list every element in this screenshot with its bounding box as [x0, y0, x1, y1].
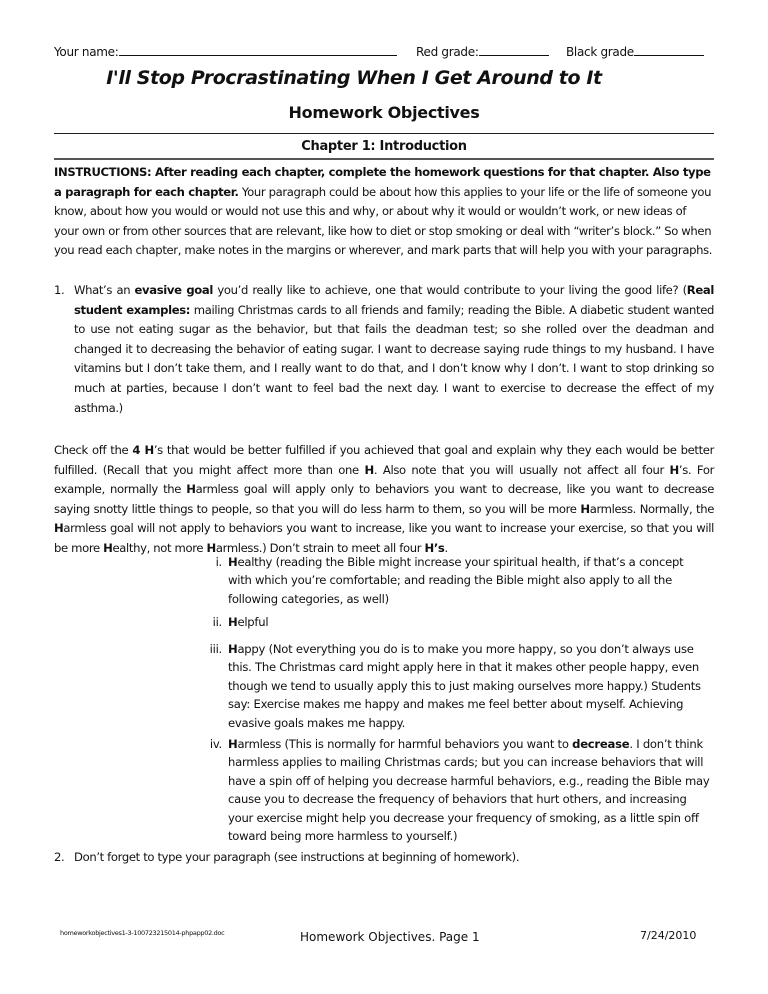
bold-text: H: [206, 540, 216, 555]
h-initial: H: [228, 642, 238, 656]
name-label: Your name:: [54, 45, 119, 59]
h-item-text: appy (Not everything you do is to make you more happy, so you don’t always use this. The Christmas card might apply here in that it makes other people happy, even though we tend to usually apply this to just making ourselves more happy.) Students say: Exercise makes me happy and makes me feel better about myself. Achieving evasive goals makes me happy.: [228, 642, 701, 730]
chapter-divider: [54, 158, 714, 160]
h-item-healthy: [200, 553, 710, 608]
bold-text: H: [186, 482, 196, 497]
roman-numeral: iv.: [209, 737, 222, 751]
h-initial: H: [228, 555, 238, 569]
book-title: I'll Stop Procrastinating When I Get Around to It: [106, 67, 602, 89]
red-grade-blank[interactable]: [479, 43, 549, 56]
black-grade-field[interactable]: [566, 43, 704, 59]
bold-text: decrease: [572, 737, 630, 751]
footer-filename: homeworkobjectives1-3-100723215014-phpapp02.doc: [60, 929, 225, 937]
q1-bold-label: Real student examples:: [74, 283, 714, 317]
black-grade-label: Black grade: [566, 45, 634, 59]
name-blank[interactable]: [119, 43, 397, 56]
roman-numeral: i.: [215, 555, 222, 569]
q1-bold-term: evasive goal: [134, 283, 214, 297]
question-number: 2.: [54, 850, 65, 864]
bold-text: H: [364, 462, 374, 477]
bold-text: H’s: [424, 540, 445, 555]
text: armless.) Don’t strain to meet all four: [215, 540, 425, 555]
footer-date: 7/24/2010: [640, 929, 697, 942]
bold-text: 4 H: [132, 443, 154, 457]
h-item-text: armless (This is normally for harmful behaviors you want to: [237, 737, 573, 751]
text: ealthy, not more: [112, 540, 207, 555]
q1-text: mailing Christmas cards to all friends and family; reading the Bible. A diabetic student wanted to use not eating sugar as the behavior, but that fails the deadman test; so she rolled over the deadman and changed it to decreasing the behavior of eating sugar. I want to decrease saying rude things to my husband. I have vitamins but I don’t take them, and I really want to do that, and I don’t know why I don’t. I want to stop drinking so much at parties, because I don’t want to feel bad the next day. I want to exercise to decrease the effect of my asthma.): [74, 302, 714, 415]
roman-numeral: ii.: [212, 615, 222, 629]
red-grade-label: Red grade:: [416, 45, 479, 59]
text: .: [444, 540, 448, 555]
text: . Also note that you will usually not affect all four: [373, 462, 670, 477]
h-item-happy: [200, 640, 710, 732]
h-item-text: ealthy (reading the Bible might increase your spiritual health, if that’s a concept with which you’re comfortable; and reading the Bible might also apply to all the following categories, as well): [228, 555, 684, 606]
instructions-bold: INSTRUCTIONS: After reading each chapter, complete the homework questions for that chapter. Also type a paragraph for each chapter.: [54, 165, 711, 199]
h-item-harmless: [200, 735, 710, 845]
question-2: [54, 848, 714, 868]
text: armless goal will not apply to behaviors you want to increase, like you want to increase your exercise, so that you will be more: [54, 521, 714, 555]
instructions-paragraph: [54, 163, 714, 261]
text: ’s that would be better fulfilled if you achieved that goal and explain why they each would be better fulfilled. (Recall that you might affect more than one: [54, 443, 714, 477]
question-number: 1.: [54, 283, 65, 297]
q1-text: What’s an: [74, 283, 135, 297]
page-title: Homework Objectives: [288, 103, 480, 122]
name-field[interactable]: [54, 43, 397, 59]
h-item-text: . I don’t think harmless applies to mailing Christmas cards; but you can increase behaviors that will have a spin off of helping you decrease harmful behaviors, e.g., reading the Bible may cause you to decrease the frequency of behaviors that hurt others, and increasing your exercise might help you decrease your frequency of smoking, as a little spin off toward being more harmless to yourself.): [228, 737, 710, 844]
h-initial: H: [228, 615, 238, 629]
check-off-paragraph: [54, 441, 714, 559]
h-item-text: elpful: [237, 615, 269, 629]
bold-text: H: [669, 462, 679, 477]
question-1: [54, 281, 714, 418]
q1-text: you’d really like to achieve, one that would contribute to your living the good life? (: [213, 283, 687, 297]
red-grade-field[interactable]: [416, 43, 549, 59]
roman-numeral: iii.: [209, 642, 222, 656]
black-grade-blank[interactable]: [634, 43, 704, 56]
footer-page-label: Homework Objectives. Page 1: [300, 930, 480, 944]
bold-text: H: [54, 521, 64, 536]
h-item-helpful: [200, 613, 710, 631]
text: Check off the: [54, 443, 133, 457]
bold-text: H: [103, 540, 113, 555]
instructions-text: Your paragraph could be about how this applies to your life or the life of someone you know, about how you would or would not use this and why, or about why it would or wouldn’t work, or new ideas of your own or from other sources that are relevant, like how to diet or stop smoking or deal with “writer’s block.” So when you read each chapter, make notes in the margins or wherever, and mark parts that will help you with your paragraphs.: [54, 184, 713, 258]
text: armless goal will apply only to behaviors you want to decrease, like you want to decrease saying snotty little things to people, so that you will do less harm to them, so you will be more: [54, 482, 714, 516]
bold-text: H: [580, 501, 590, 516]
q2-text: Don’t forget to type your paragraph (see instructions at beginning of homework).: [74, 850, 520, 864]
h-initial: H: [228, 737, 238, 751]
chapter-heading: Chapter 1: Introduction: [301, 139, 467, 154]
text: ’s. For example, normally the: [54, 462, 715, 497]
top-divider: [54, 133, 714, 134]
text: armless. Normally, the: [589, 501, 714, 516]
